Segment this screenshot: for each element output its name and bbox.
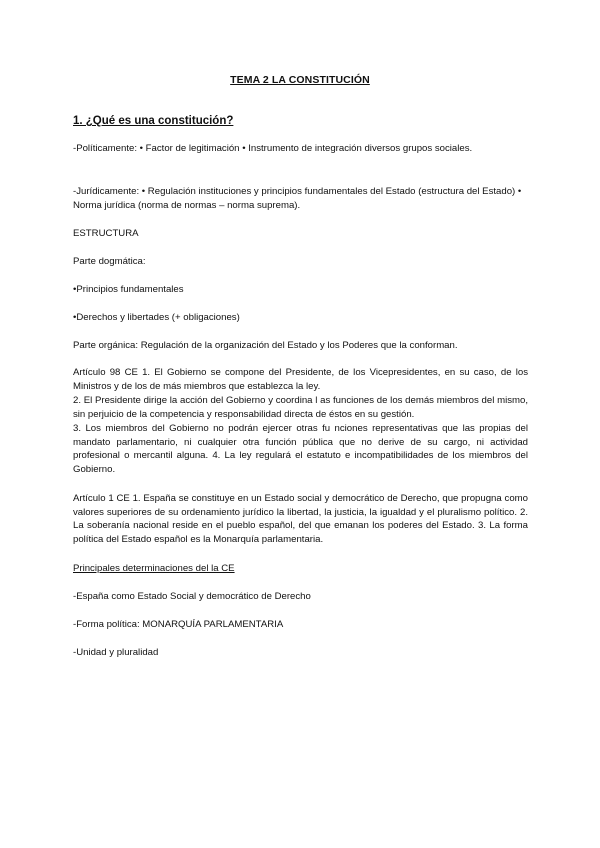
estructura-label: ESTRUCTURA (73, 228, 139, 239)
principios-item: •Principios fundamentales (73, 284, 184, 295)
paragraph-juridicamente: -Jurídicamente: • Regulación instituciones y principios fundamentales del Estado (estructura del Estado) • Norma jurídica (norma de normas – norma suprema). (73, 186, 522, 211)
paragraph-politicamente: -Políticamente: • Factor de legitimación • Instrumento de integración diversos grupos sociales. (73, 143, 473, 154)
parte-dogmatica-label: Parte dogmática: (73, 256, 146, 267)
articulo-98-point-3: 3. Los miembros del Gobierno no podrán ejercer otras fu nciones representativas que las propias del mandato parlamentario, ni cualquier otra función pública que no derive de su cargo, ni actividad profesional o mercantil alguna. 4. La ley regulará el estatuto e incompatibilidades de los miembros del Gobierno. (73, 423, 528, 475)
forma-politica-item: -Forma política: MONARQUÍA PARLAMENTARIA (73, 619, 284, 630)
estado-social-item: -España como Estado Social y democrático de Derecho (73, 591, 311, 602)
document-title: TEMA 2 LA CONSTITUCIÓN (230, 74, 370, 86)
section-heading: 1. ¿Qué es una constitución? (73, 115, 234, 127)
parte-organica-paragraph: Parte orgánica: Regulación de la organización del Estado y los Poderes que la conforman. (73, 340, 458, 351)
articulo-98-point-2: 2. El Presidente dirige la acción del Gobierno y coordina l as funciones de los demás miembros del mismo, sin perjuicio de la competencia y responsabilidad directa de éstos en su gestión. (73, 395, 528, 420)
articulo-1-paragraph: Artículo 1 CE 1. España se constituye en un Estado social y democrático de Derecho, que propugna como valores superiores de su ordenamiento jurídico la libertad, la justicia, la igualdad y el pluralismo político. 2. La soberanía nacional reside en el pueblo español, del que emanan los poderes del Estado. 3. La forma política del Estado español es la Monarquía parlamentaria. (73, 493, 528, 545)
derechos-item: •Derechos y libertades (+ obligaciones) (73, 312, 240, 323)
unidad-item: -Unidad y pluralidad (73, 647, 159, 658)
articulo-98-paragraph: Artículo 98 CE 1. El Gobierno se compone del Presidente, de los Vicepresidentes, en su caso, de los Ministros y de los de más miembros que establezca la ley. (73, 367, 528, 392)
principales-heading: Principales determinaciones del la CE (73, 563, 235, 574)
